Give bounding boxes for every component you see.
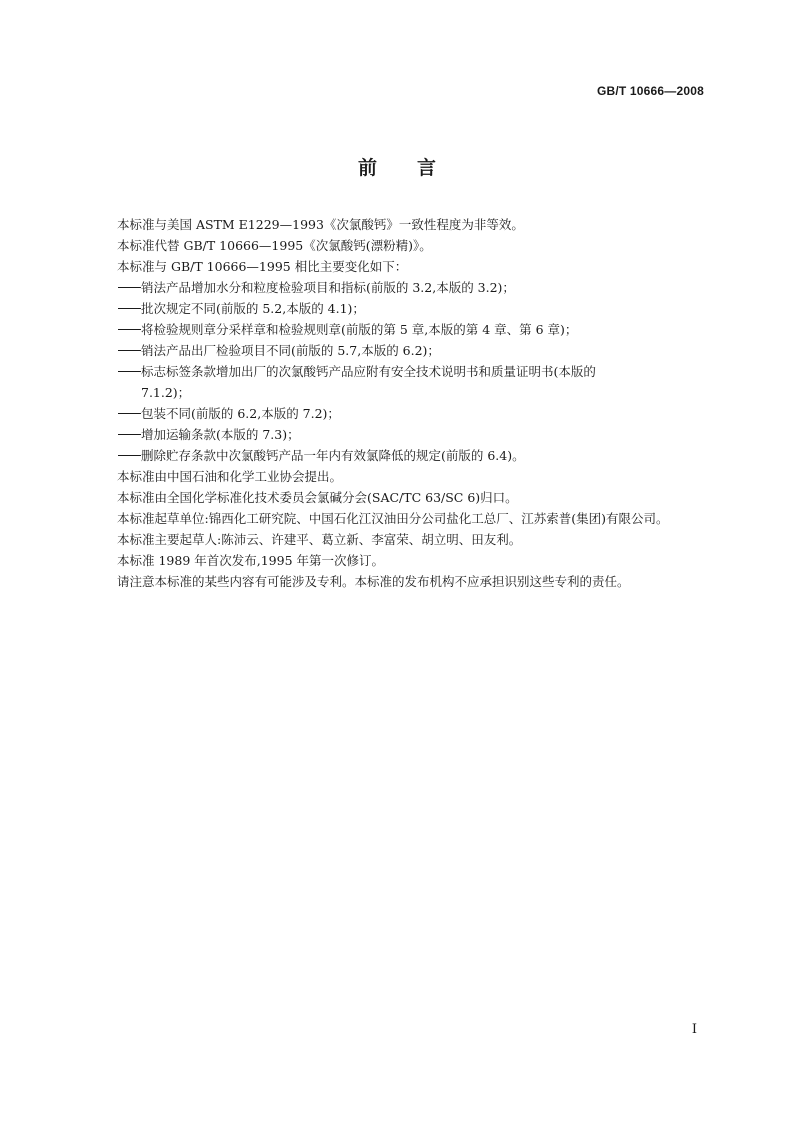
change-item-continuation: 7.1.2)； [141,385,191,400]
change-item [89,319,705,340]
change-item-text: 销法产品出厂检验项目不同(前版的 5.7,本版的 6.2)； [141,343,440,358]
change-item-text: 包装不同(前版的 6.2,本版的 7.2)； [141,406,340,421]
change-item-text: 批次规定不同(前版的 5.2,本版的 4.1)； [141,301,365,316]
change-item [89,424,705,445]
dash-mark [117,445,141,466]
change-item [89,361,705,403]
paragraph-committee: 本标准由全国化学标准化技术委员会氯碱分会(SAC/TC 63/SC 6)归口。 [117,490,518,505]
dash-mark [117,361,141,382]
paragraph-equivalence: 本标准与美国 ASTM E1229—1993《次氯酸钙》一致性程度为非等效。 [117,217,524,232]
dash-mark [117,403,141,424]
change-item [89,340,705,361]
standard-code: GB/T 10666—2008 [596,84,704,98]
dash-mark [117,277,141,298]
dash-mark [117,319,141,340]
dash-mark [117,340,141,361]
page-title: 前言 [357,157,476,179]
change-item-text: 增加运输条款(本版的 7.3)； [141,427,300,442]
change-item [89,403,705,424]
change-item-text: 销法产品增加水分和粒度检验项目和指标(前版的 3.2,本版的 3.2)； [141,280,515,295]
paragraph-changes-intro: 本标准与 GB/T 10666—1995 相比主要变化如下： [117,259,408,274]
paragraph-drafting-units: 本标准起草单位:锦西化工研究院、中国石化江汉油田分公司盐化工总厂、江苏索普(集团)有限公司。 [117,511,669,526]
change-item-text: 标志标签条款增加出厂的次氯酸钙产品应附有安全技术说明书和质量证明书(本版的 [141,364,596,379]
dash-mark [117,298,141,319]
dash-mark [117,424,141,445]
change-item [89,298,705,319]
change-item [89,445,705,466]
page-number: I [691,1022,697,1037]
paragraph-proposer: 本标准由中国石油和化学工业协会提出。 [117,469,343,484]
change-item-text: 将检验规则章分采样章和检验规则章(前版的第 5 章,本版的第 4 章、第 6 章)； [141,322,578,337]
change-item-text: 删除贮存条款中次氯酸钙产品一年内有效氯降低的规定(前版的 6.4)。 [141,448,525,463]
paragraph-replaces: 本标准代替 GB/T 10666—1995《次氯酸钙(漂粉精)》。 [117,238,432,253]
change-item [89,277,705,298]
paragraph-history: 本标准 1989 年首次发布,1995 年第一次修订。 [117,553,385,568]
paragraph-patent-notice: 请注意本标准的某些内容有可能涉及专利。本标准的发布机构不应承担识别这些专利的责任。 [117,574,630,589]
foreword-body [89,214,705,592]
paragraph-drafters: 本标准主要起草人:陈沛云、许建平、葛立新、李富荣、胡立明、田友利。 [117,532,522,547]
